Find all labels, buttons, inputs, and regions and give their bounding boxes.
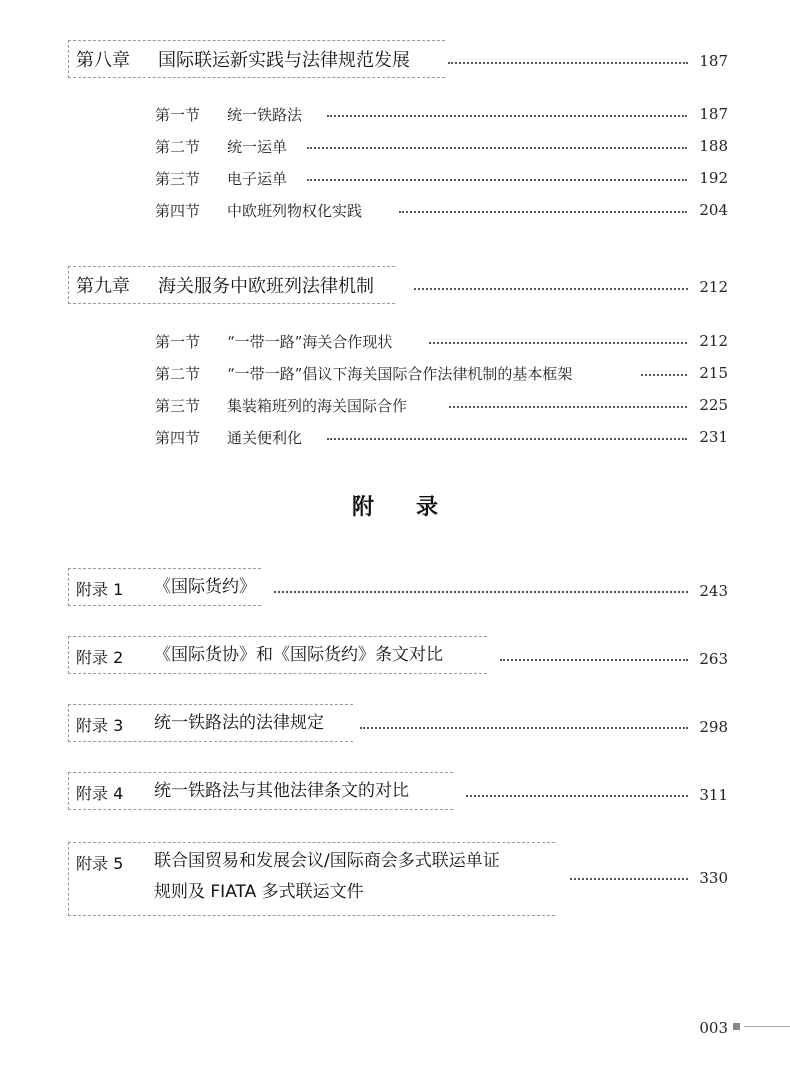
chapter-8-entry[interactable] [68,40,728,80]
section-title: 统一铁路法 [227,106,303,124]
dot-leader [307,179,687,181]
section-title: 中欧班列物权化实践 [227,202,363,220]
dot-leader [414,288,688,290]
section-entry[interactable] [155,200,728,224]
appendix-title: 《国际货协》和《国际货约》条文对比 [154,645,443,665]
appendix-title: 统一铁路法的法律规定 [154,713,324,733]
appendix-title-line-1: 联合国贸易和发展会议/国际商会多式联运单证 [154,851,500,871]
section-number: 第三节 [155,397,201,415]
appendix-1-entry[interactable] [68,568,728,608]
dot-leader [360,727,688,729]
section-entry[interactable] [155,395,728,419]
section-title: 统一运单 [227,138,288,156]
dot-leader [429,342,687,344]
dot-leader [570,878,688,880]
section-number: 第四节 [155,429,201,447]
dot-leader [466,795,688,797]
dot-leader [327,115,687,117]
page-number: 263 [699,650,728,668]
section-entry[interactable] [155,104,728,128]
appendix-2-entry[interactable] [68,636,728,676]
appendix-number: 附录 2 [76,648,124,667]
page-number: 187 [699,105,728,123]
section-title: “一带一路”海关合作现状 [227,333,393,351]
footer-rule [744,1026,790,1027]
dot-leader [307,147,687,149]
page-number: 311 [699,786,728,804]
appendix-title: 《国际货约》 [154,577,256,597]
section-number: 第三节 [155,170,201,188]
chapter-9-entry[interactable] [68,266,728,306]
dot-leader [327,438,687,440]
page-number: 204 [699,201,728,219]
dot-leader [500,659,688,661]
footer-square-ornament [733,1023,740,1030]
chapter-number: 第八章 [76,50,130,71]
page-number: 192 [699,169,728,187]
section-title: 通关便利化 [227,429,303,447]
section-entry[interactable] [155,331,728,355]
section-number: 第一节 [155,333,201,351]
appendix-3-entry[interactable] [68,704,728,744]
page-number: 243 [699,582,728,600]
appendix-title-line-2: 规则及 FIATA 多式联运文件 [154,882,364,902]
page-number: 212 [699,278,728,296]
dot-leader [449,406,687,408]
chapter-title: 国际联运新实践与法律规范发展 [158,50,410,71]
footer-page-number: 003 [699,1019,728,1037]
section-title: “一带一路”倡议下海关国际合作法律机制的基本框架 [227,365,573,383]
section-title: 集装箱班列的海关国际合作 [227,397,408,415]
appendix-number: 附录 5 [76,854,124,873]
appendix-4-entry[interactable] [68,772,728,812]
appendix-number: 附录 4 [76,784,124,803]
chapter-title: 海关服务中欧班列法律机制 [158,276,374,297]
appendix-heading: 附录 [351,494,480,520]
page-number: 231 [699,428,728,446]
section-number: 第二节 [155,365,201,383]
page-number: 215 [699,364,728,382]
section-number: 第一节 [155,106,201,124]
section-title: 电子运单 [227,170,288,188]
dot-leader [641,374,687,376]
page-number: 298 [699,718,728,736]
dot-leader [448,62,688,64]
section-entry[interactable] [155,136,728,160]
section-entry[interactable] [155,168,728,192]
dot-leader [399,211,687,213]
page-number: 188 [699,137,728,155]
appendix-number: 附录 3 [76,716,124,735]
section-entry[interactable] [155,363,728,387]
section-number: 第二节 [155,138,201,156]
section-number: 第四节 [155,202,201,220]
page-number: 330 [699,869,728,887]
section-entry[interactable] [155,427,728,451]
appendix-number: 附录 1 [76,580,124,599]
appendix-5-entry[interactable] [68,842,728,918]
appendix-title: 统一铁路法与其他法律条文的对比 [154,781,409,801]
chapter-number: 第九章 [76,276,130,297]
page-number: 212 [699,332,728,350]
page-number: 187 [699,52,728,70]
page-number: 225 [699,396,728,414]
dot-leader [274,591,688,593]
